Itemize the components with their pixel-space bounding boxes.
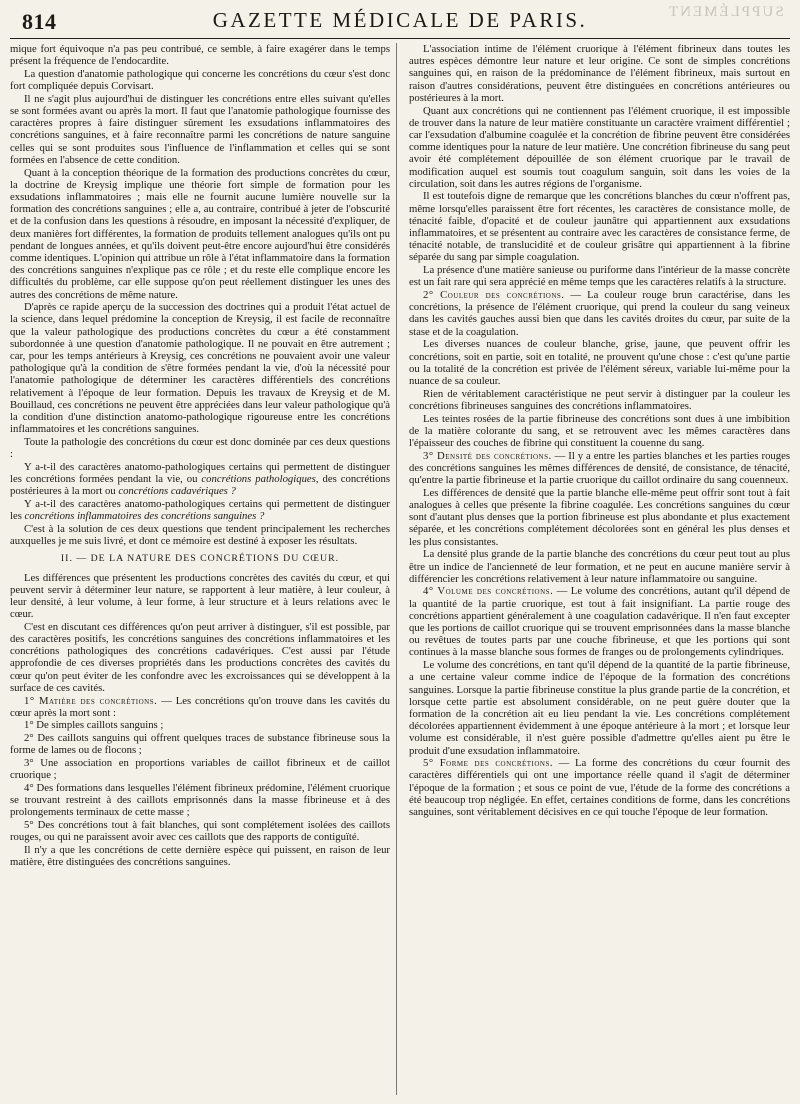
section-heading: II. — DE LA NATURE DES CONCRÉTIONS DU CŒUR. xyxy=(60,553,340,565)
paragraph: 1° Matière des concrétions. — Les concrétions qu'on trouve dans les cavités du cœur après la mort sont : xyxy=(10,694,390,719)
page-header xyxy=(10,0,790,39)
paragraph: Quant aux concrétions qui ne contiennent pas l'élément cruorique, il est impossible de trouver dans la nature de leur matière constituante un caractère vraiment différentiel ; car l'exsudation d'albumine coagulée et la concrétion de fibrine peuvent être considérées comme identiques pour la nature de leur matière. Une concrétion fibrineuse du sang peut avoir été complétement dépouillée de son élément cruorique par le travail de modification auquel est soumis tout coagulum sanguin, soit dans les voies de la circulation, soit dans les autres régions de l'organisme. xyxy=(409,104,790,190)
subsection-heading: 3° Densité des concrétions. xyxy=(423,449,552,462)
bleed-through-text: SUPPLÉMENT xyxy=(667,4,784,20)
paragraph: Les différences de densité que la partie blanche elle-même peut offrir sont tout à fait analogues à celles que présente la fibrine coagulée. Les concrétions sanguines du cœur sont d'autant plus denses que la portion fibrineuse est plus abondante et plus exactement séparée, et les concrétions complétement décolorées sont en général les plus denses et les plus consistantes. xyxy=(409,486,790,548)
paragraph: Quant à la conception théorique de la formation des productions concrètes du cœur, la doctrine de Kreysig implique une théorie fort simple de formation pour les exsudations inflammatoires ; mais elle ne fournit aucune lumière nouvelle sur la formation des concrétions sanguines ; elle a, au contraire, contribué à jeter de l'obscurité et de la confusion dans les questions à résoudre, en imposant la nécessité d'expliquer, de deux manières fort différentes, la formation de produits tellement analogues qu'ils ont pu pendant de longues années, et qu'ils doivent peut-être encore aujourd'hui être considérés comme identiques. L'opinion qui attribue un rôle à l'état inflammatoire dans la formation des concrétions sanguines n'explique pas ce rôle ; et du reste elle complique encore les difficultés du problème, car elle suppose qu'on peut réellement distinguer les unes des autres des concrétions de même nature. xyxy=(10,166,390,301)
paragraph: La présence d'une matière sanieuse ou puriforme dans l'intérieur de la masse concrète est un fait rare qui sera apprécié en même temps que les caractères relatifs à la structure. xyxy=(409,264,790,289)
subsection-heading: 2° Couleur des concrétions. xyxy=(423,289,565,302)
paragraph: Le volume des concrétions, en tant qu'il dépend de la quantité de la partie fibrineuse, a une certaine valeur comme indice de l'époque de la formation des concrétions sanguines. Lorsque la partie fibrineuse constitue la plus grande partie de la concrétion, et lorsque cette partie est absolument considérable, on ne peut guère douter que la formation de la concrétion ait eu lieu pendant la vie. Les concrétions complétement décolorées appartiennent évidemment à une époque antérieure à la mort ; et lorsque leur volume est considérable, il n'est guère possible d'admettre qu'elles aient pu être le produit d'une exsudation inflammatoire. xyxy=(409,659,790,757)
paragraph: Rien de véritablement caractéristique ne peut servir à distinguer par la couleur les concrétions fibrineuses sanguines des concrétions inflammatoires. xyxy=(409,387,790,412)
paragraph: Il ne s'agit plus aujourd'hui de distinguer les concrétions entre elles suivant qu'elles se sont formées avant ou après la mort. Il faut que l'anatomie pathologique fournisse des caractères propres à faire distinguer sûrement les exsudations inflammatoires des concrétions sanguines, et à faire reconnaître parmi les concrétions de nature sanguine celles qui se sont produites sous l'influence de l'inflammation et celles qui se sont formées en l'absence de cette condition. xyxy=(10,92,390,166)
paragraph: D'après ce rapide aperçu de la succession des doctrines qui a produit l'état actuel de la science, dans lequel prédomine la conception de Kreysig, il est facile de reconnaître que la valeur pathologique des productions concrètes du cœur a été constamment subordonnée à une question d'anatomie pathologique. Il ne pouvait en être autrement ; car, pour les temps antérieurs à Kreysig, ces concrétions ne pouvaient avoir une valeur pathologique qu'à la condition de s'être formées pendant la vie, d'où la nécessité pour l'anatomie pathologique de déterminer les caractères différentiels des concrétions relativement à l'époque de leur formation. Depuis les travaux de Kreysig et de M. Bouillaud, ces concrétions ne peuvent être appréciées dans leur valeur pathologique qu'à la condition d'une distinction anatomo-pathologique rigoureuse entre les concrétions inflammatoires et les concrétions sanguines. xyxy=(10,301,390,436)
page-number: 814 xyxy=(22,9,57,34)
journal-title: GAZETTE MÉDICALE DE PARIS. xyxy=(212,8,588,32)
paragraph: mique fort équivoque n'a pas peu contribué, ce semble, à faire exagérer dans le temps présent la fréquence de l'endocardite. xyxy=(10,43,390,68)
left-column xyxy=(10,43,397,1095)
paragraph: 1° De simples caillots sanguins ; xyxy=(24,719,164,732)
paragraph: 2° Des caillots sanguins qui offrent quelques traces de substance fibrineuse sous la forme de lames ou de flocons ; xyxy=(10,732,390,757)
paragraph: Les teintes rosées de la partie fibrineuse des concrétions sont dues à une imbibition de la matière colorante du sang, et se retrouvent avec les mêmes caractères dans l'épaisseur des couches de fibrine qui constituent la couenne du sang. xyxy=(409,412,790,449)
paragraph: Il n'y a que les concrétions de cette dernière espèce qui puissent, en raison de leur matière, être distinguées des concrétions sanguines. xyxy=(10,844,390,869)
paragraph: 4° Des formations dans lesquelles l'élément fibrineux prédomine, l'élément cruorique se trouvant restreint à des caillots emprisonnés dans la masse fibrineuse et à des prolongements terminaux de cette masse ; xyxy=(10,781,390,819)
subsection-heading: 1° Matière des concrétions. xyxy=(24,694,158,707)
subsection-heading: 5° Forme des concrétions. xyxy=(423,757,554,770)
paragraph: L'association intime de l'élément cruorique à l'élément fibrineux dans toutes les autres espèces démontre leur nature et leur origine. Ce sont de simples concrétions sanguines qui, en raison de la prédominance de l'élément fibrineux, mais surtout en raison d'autres considérations, peuvent être distinguées en concrétions antérieures ou postérieures à la mort. xyxy=(409,43,790,104)
paragraph: 3° Une association en proportions variables de caillot fibrineux et de caillot cruorique ; xyxy=(10,757,390,782)
paragraph: 5° Des concrétions tout à fait blanches, qui sont complétement isolées des caillots rouges, ou qui ne paraissent avoir avec ces caillots que des rapports de contiguïté. xyxy=(10,819,390,844)
paragraph: 3° Densité des concrétions. — Il y a entre les parties blanches et les parties rouges des concrétions sanguines les mêmes différences de densité, de consistance, de ténacité, qu'entre la partie fibrineuse et la partie cruorique du caillot ordinaire du sang couenneux. xyxy=(409,449,790,487)
paragraph: Toute la pathologie des concrétions du cœur est donc dominée par ces deux questions : xyxy=(10,436,390,461)
paragraph: Les différences que présentent les productions concrètes des cavités du cœur, et qui peuvent servir à déterminer leur nature, se rapportent à leur matière, à leur couleur, à leur densité, à leur volume, à leur forme, à leur structure et à leurs relations avec le cœur. xyxy=(10,571,390,621)
paragraph: 5° Forme des concrétions. — La forme des concrétions du cœur fournit des caractères différentiels qui ont une importance réelle quand il s'agit de déterminer l'époque de la formation ; et sous ce point de vue, l'étude de la forme des concrétions a été beaucoup trop négligée. En effet, certaines conditions de forme, dans les concrétions sanguines, sont véritablement décisives en ce qui touche l'époque de leur formation. xyxy=(409,757,790,819)
subsection-heading: 4° Volume des concrétions. xyxy=(423,585,554,598)
paragraph: Les diverses nuances de couleur blanche, grise, jaune, que peuvent offrir les concrétions, soit en partie, soit en totalité, ne prouvent qu'une chose : c'est qu'une partie ou la totalité de la concrétion est privée de l'élément séreux, variable lui-même pour la nuance de sa couleur. xyxy=(409,338,790,387)
paragraph: C'est en discutant ces différences qu'on peut arriver à distinguer, s'il est possible, par des caractères positifs, les concrétions sanguines des concrétions inflammatoires et les concrétions pathologiques des concrétions cadavériques. C'est aussi par l'étude approfondie de ces diverses propriétés dans les productions concrètes des cavités du cœur qu'on peut éviter de les confondre avec les excroissances qui se développent à la surface de ces cavités. xyxy=(10,620,390,694)
paragraph: Il est toutefois digne de remarque que les concrétions blanches du cœur n'offrent pas, même lorsqu'elles paraissent être fort récentes, les caractères de consistance molle, de ténacité faible, d'opacité et de couleur jaunâtre qui appartiennent aux exsudations inflammatoires, et se présentent au contraire avec les caractères de consistance ferme, de ténacité notable, de translucidité et de couleur grisâtre qui appartiennent à la fibrine séparée du sang par simple coagulation. xyxy=(409,190,790,264)
paragraph: Y a-t-il des caractères anatomo-pathologiques certains qui permettent de distinguer les concrétions formées pendant la vie, ou concrétions pathologiques, des concrétions postérieures à la mort ou concrétions cadavériques ? xyxy=(10,460,390,498)
paragraph: La question d'anatomie pathologique qui concerne les concrétions du cœur s'est donc fort compliquée depuis Corvisart. xyxy=(10,67,390,93)
paragraph: Y a-t-il des caractères anatomo-pathologiques certains qui permettent de distinguer les concrétions inflammatoires des concrétions sanguines ? xyxy=(10,498,390,523)
paragraph: C'est à la solution de ces deux questions que tendent principalement les recherches auxquelles je me suis livré, et dont ce mémoire est destiné à exposer les résultats. xyxy=(10,522,390,548)
paragraph: La densité plus grande de la partie blanche des concrétions du cœur peut tout au plus être un indice de l'ancienneté de leur formation, et ne peut en aucune manière servir à différencier les concrétions relativement à leur nature inflammatoire ou sanguine. xyxy=(409,548,790,585)
paragraph: 2° Couleur des concrétions. — La couleur rouge brun caractérise, dans les concrétions, la présence de l'élément cruorique, qui prend la couleur du sang veineux dans les cavités gauches aussi bien que dans les cavités droites du cœur, par suite de la stase et de la coagulation. xyxy=(409,289,790,338)
text-columns xyxy=(10,43,790,1095)
paragraph: 4° Volume des concrétions. — Le volume des concrétions, autant qu'il dépend de la quantité de la partie cruorique, est tout à fait insignifiant. La partie rouge des concrétions appartient généralement à une coagulation cadavérique. Il n'en faut excepter que les portions de caillot cruorique qui se trouvent emprisonnées dans la masse blanche ou revêtues de toutes parts par une couche fibrineuse, et que les portions qui sont continues à la masse blanche sous formes de franges ou de prolongements cylindriques. xyxy=(409,585,790,659)
right-column xyxy=(409,43,790,1095)
